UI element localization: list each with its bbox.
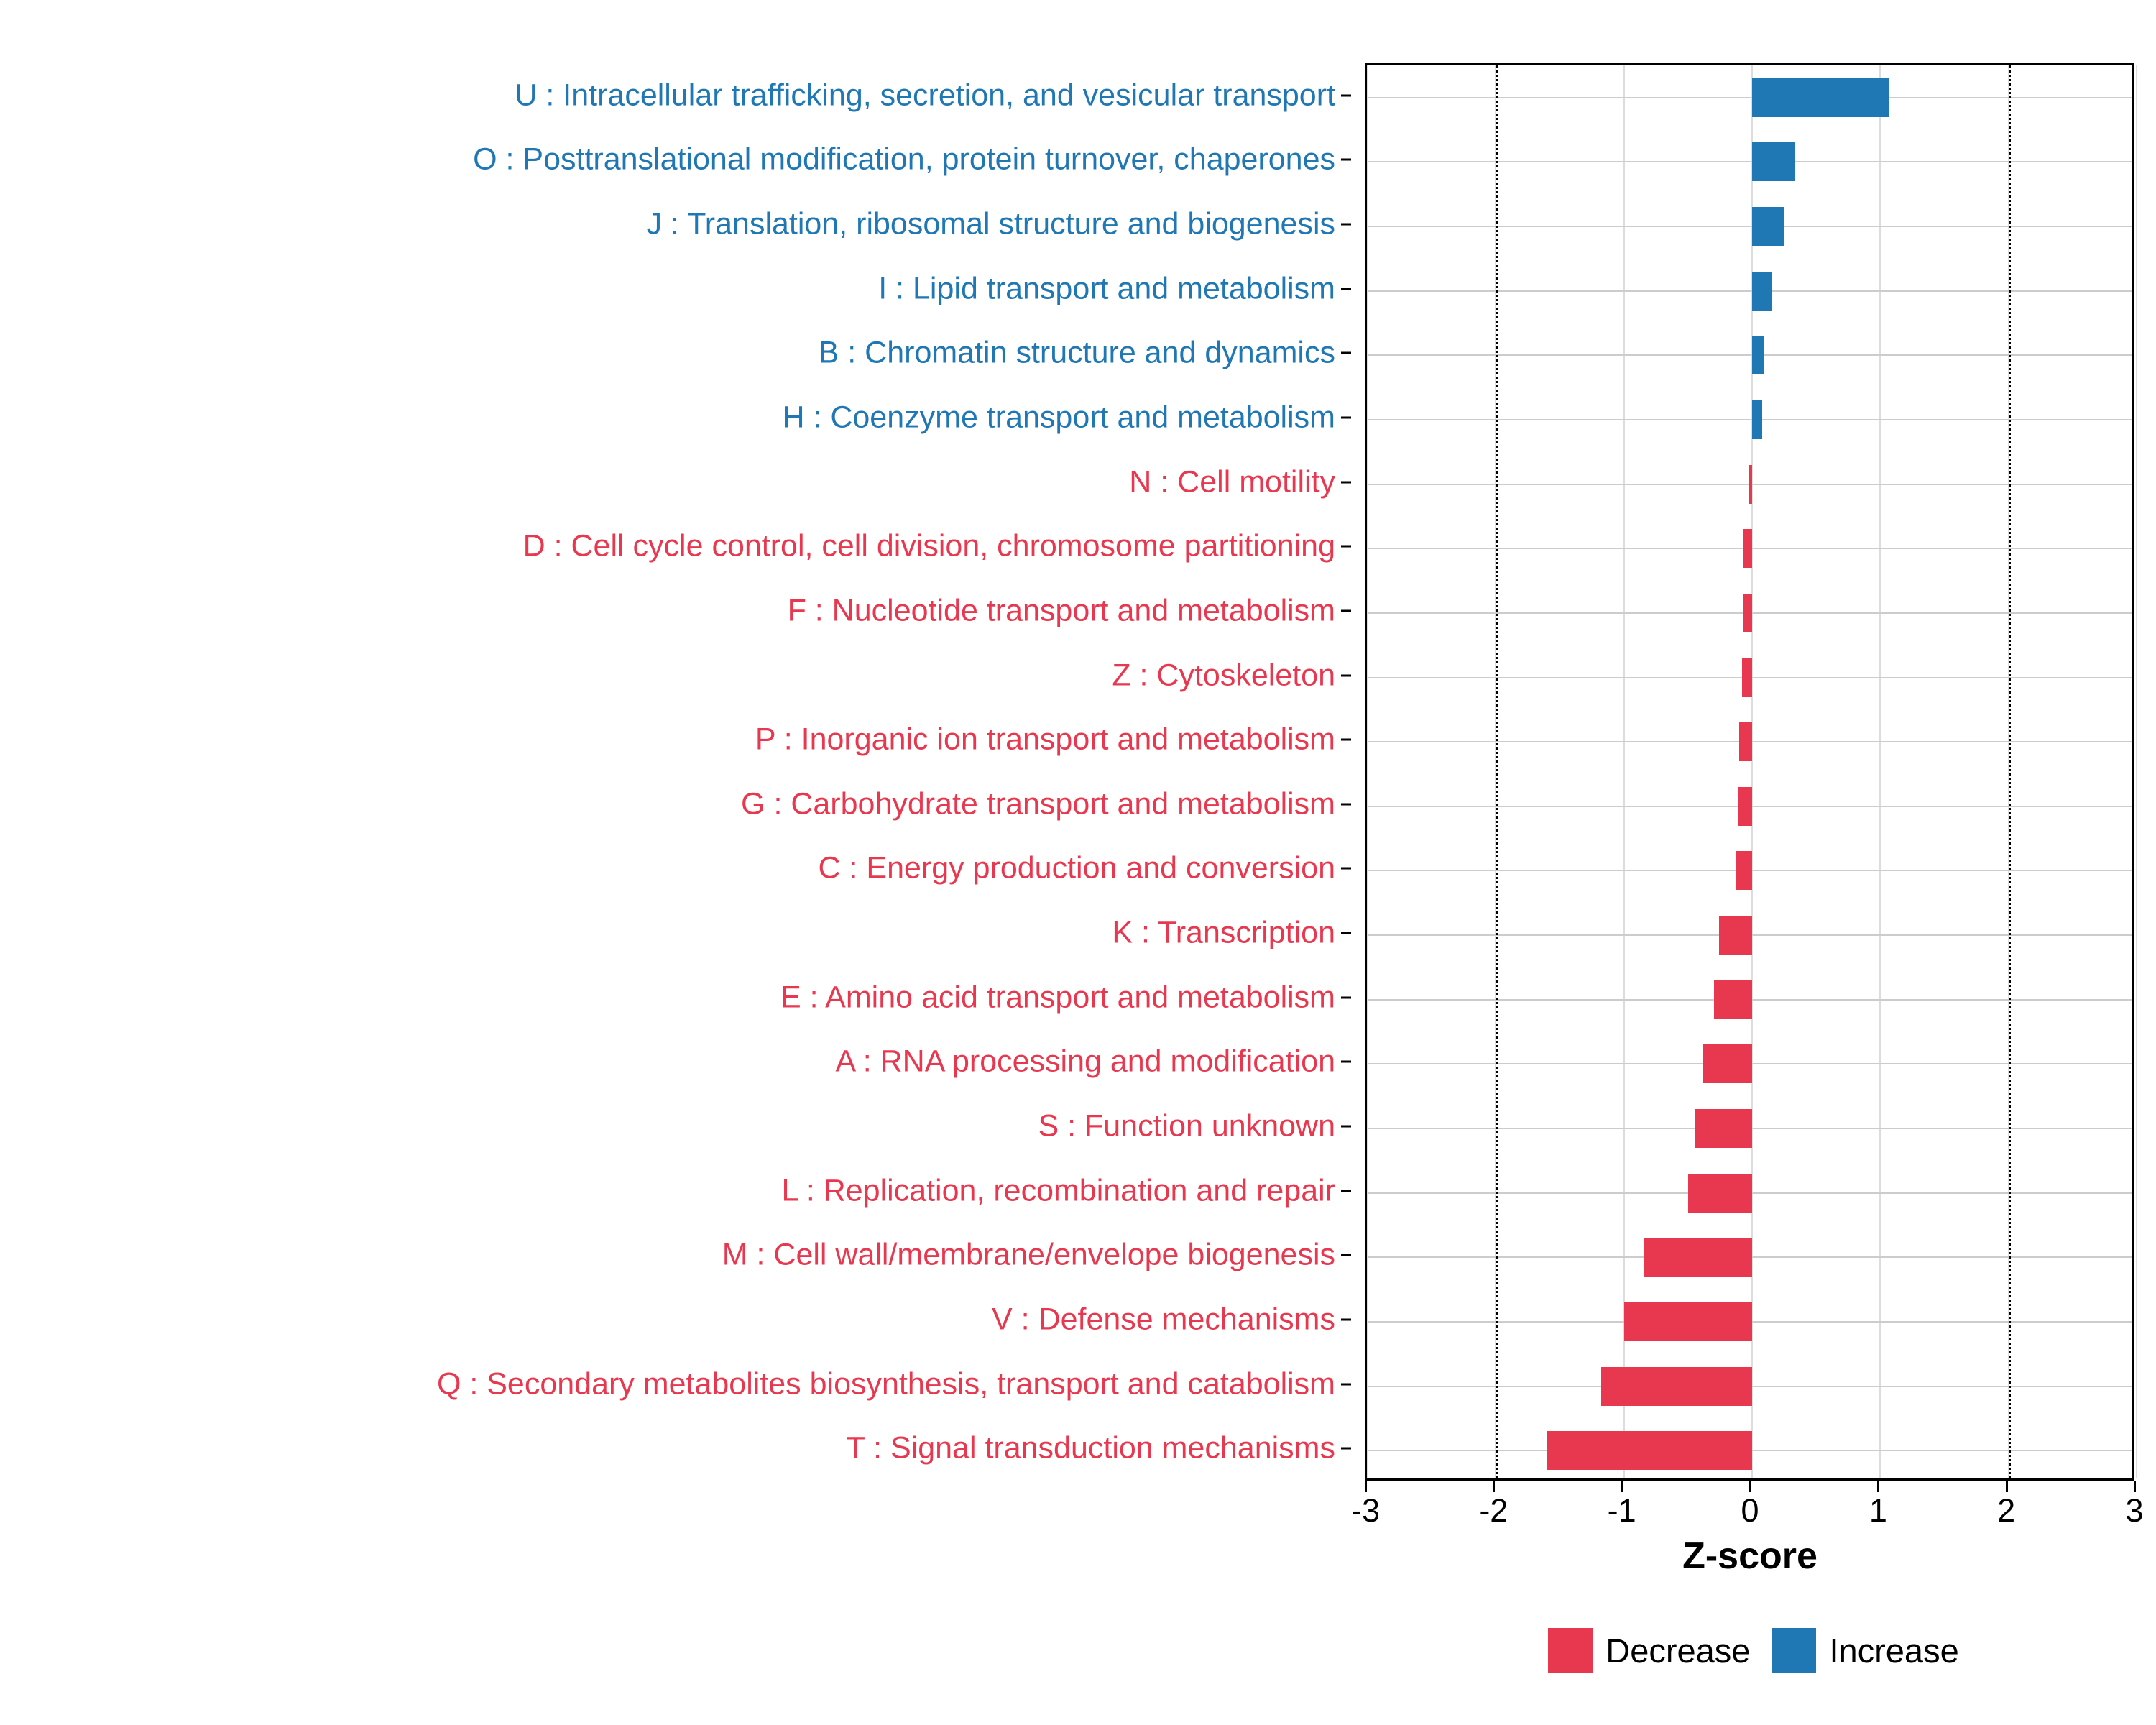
bar[interactable] <box>1752 78 1889 117</box>
category-label: Q : Secondary metabolites biosynthesis, transport and catabolism <box>436 1366 1335 1402</box>
category-label: H : Coenzyme transport and metabolism <box>782 400 1335 435</box>
x-tick-mark <box>2006 1481 2008 1492</box>
x-tick-label: 3 <box>2125 1492 2144 1529</box>
bar[interactable] <box>1743 594 1752 632</box>
y-gridline <box>1368 161 2132 162</box>
bar[interactable] <box>1547 1431 1752 1470</box>
y-tick-mark <box>1341 1190 1351 1192</box>
x-gridline <box>1367 65 1368 1478</box>
category-label: V : Defense mechanisms <box>992 1302 1335 1337</box>
y-gridline <box>1368 226 2132 227</box>
x-gridline <box>1623 65 1625 1478</box>
x-tick-mark <box>1877 1481 1879 1492</box>
y-tick-mark <box>1341 1254 1351 1256</box>
y-tick-mark <box>1341 546 1351 548</box>
y-tick-mark <box>1341 932 1351 934</box>
reference-line <box>1496 65 1498 1478</box>
y-tick-mark <box>1341 803 1351 805</box>
category-label: J : Translation, ribosomal structure and biogenesis <box>646 206 1335 242</box>
bar[interactable] <box>1719 916 1752 954</box>
y-gridline <box>1368 290 2132 292</box>
y-tick-mark <box>1341 1061 1351 1063</box>
category-label: T : Signal transduction mechanisms <box>846 1430 1335 1466</box>
y-tick-mark <box>1341 1383 1351 1385</box>
y-tick-mark <box>1341 288 1351 290</box>
category-label: P : Inorganic ion transport and metabolism <box>755 722 1335 757</box>
bar[interactable] <box>1738 787 1752 826</box>
y-tick-mark <box>1341 610 1351 612</box>
x-tick-label: -2 <box>1479 1492 1508 1529</box>
bar[interactable] <box>1688 1174 1752 1213</box>
category-label: M : Cell wall/membrane/envelope biogenesis <box>722 1237 1335 1272</box>
y-tick-mark <box>1341 739 1351 741</box>
bar[interactable] <box>1601 1367 1752 1406</box>
reference-line <box>2009 65 2011 1478</box>
category-label: N : Cell motility <box>1129 464 1335 500</box>
y-tick-mark <box>1341 996 1351 998</box>
bar[interactable] <box>1752 142 1795 181</box>
bar[interactable] <box>1752 207 1784 246</box>
category-label: L : Replication, recombination and repair <box>781 1173 1335 1208</box>
x-tick-label: -3 <box>1350 1492 1381 1529</box>
bar[interactable] <box>1714 980 1753 1019</box>
y-tick-mark <box>1341 1448 1351 1450</box>
category-label: K : Transcription <box>1112 915 1335 950</box>
category-label: U : Intracellular trafficking, secretion, and vesicular transport <box>515 78 1335 113</box>
category-label: F : Nucleotide transport and metabolism <box>787 593 1335 628</box>
y-tick-mark <box>1341 224 1351 226</box>
y-tick-mark <box>1341 94 1351 96</box>
x-axis-ticks <box>1350 1481 2144 1531</box>
bar[interactable] <box>1624 1302 1752 1341</box>
x-tick-mark <box>1365 1481 1367 1492</box>
bar[interactable] <box>1752 272 1772 310</box>
plot-panel <box>1365 63 2134 1481</box>
y-tick-mark <box>1341 674 1351 676</box>
y-gridline <box>1368 419 2132 420</box>
legend-item-increase[interactable] <box>1772 1628 1958 1673</box>
x-tick-mark <box>1621 1481 1623 1492</box>
x-tick-label: 0 <box>1741 1492 1759 1529</box>
x-tick-label: 2 <box>1997 1492 2016 1529</box>
category-label: A : RNA processing and modification <box>835 1044 1335 1079</box>
legend-item-decrease[interactable] <box>1548 1628 1750 1673</box>
x-axis-title: Z-score <box>1682 1535 1818 1577</box>
bar[interactable] <box>1752 400 1762 439</box>
legend <box>1365 1628 2142 1673</box>
bar[interactable] <box>1695 1109 1752 1148</box>
bar[interactable] <box>1742 658 1752 697</box>
category-label: S : Function unknown <box>1038 1108 1335 1144</box>
bar[interactable] <box>1749 465 1752 504</box>
category-label: G : Carbohydrate transport and metabolism <box>741 786 1335 822</box>
category-axis <box>0 63 1351 1481</box>
bar[interactable] <box>1752 336 1764 374</box>
bar[interactable] <box>1739 722 1752 761</box>
x-gridline <box>1879 65 1881 1478</box>
y-tick-mark <box>1341 1318 1351 1320</box>
legend-swatch-increase <box>1772 1628 1816 1673</box>
bar[interactable] <box>1703 1044 1752 1083</box>
x-gridline <box>2136 65 2137 1478</box>
x-tick-mark <box>1493 1481 1495 1492</box>
category-label: B : Chromatin structure and dynamics <box>818 335 1335 370</box>
y-tick-mark <box>1341 417 1351 419</box>
y-gridline <box>1368 354 2132 356</box>
x-tick-mark <box>2134 1481 2136 1492</box>
category-label: Z : Cytoskeleton <box>1112 658 1335 693</box>
legend-swatch-decrease <box>1548 1628 1593 1673</box>
y-tick-mark <box>1341 352 1351 354</box>
x-tick-label: -1 <box>1607 1492 1636 1529</box>
category-label: D : Cell cycle control, cell division, chromosome partitioning <box>522 528 1335 564</box>
y-tick-mark <box>1341 868 1351 870</box>
legend-label-increase: Increase <box>1829 1631 1959 1670</box>
y-tick-mark <box>1341 159 1351 161</box>
y-gridline <box>1368 97 2132 98</box>
legend-label-decrease: Decrease <box>1606 1631 1751 1670</box>
category-label: I : Lipid transport and metabolism <box>878 271 1335 306</box>
x-tick-mark <box>1749 1481 1751 1492</box>
y-tick-mark <box>1341 1126 1351 1128</box>
category-label: O : Posttranslational modification, protein turnover, chaperones <box>473 142 1335 177</box>
bar[interactable] <box>1644 1238 1752 1276</box>
category-label: E : Amino acid transport and metabolism <box>780 980 1335 1015</box>
bar[interactable] <box>1743 529 1752 568</box>
x-tick-label: 1 <box>1869 1492 1887 1529</box>
bar[interactable] <box>1736 851 1752 890</box>
category-label: C : Energy production and conversion <box>818 850 1335 886</box>
y-tick-mark <box>1341 481 1351 483</box>
